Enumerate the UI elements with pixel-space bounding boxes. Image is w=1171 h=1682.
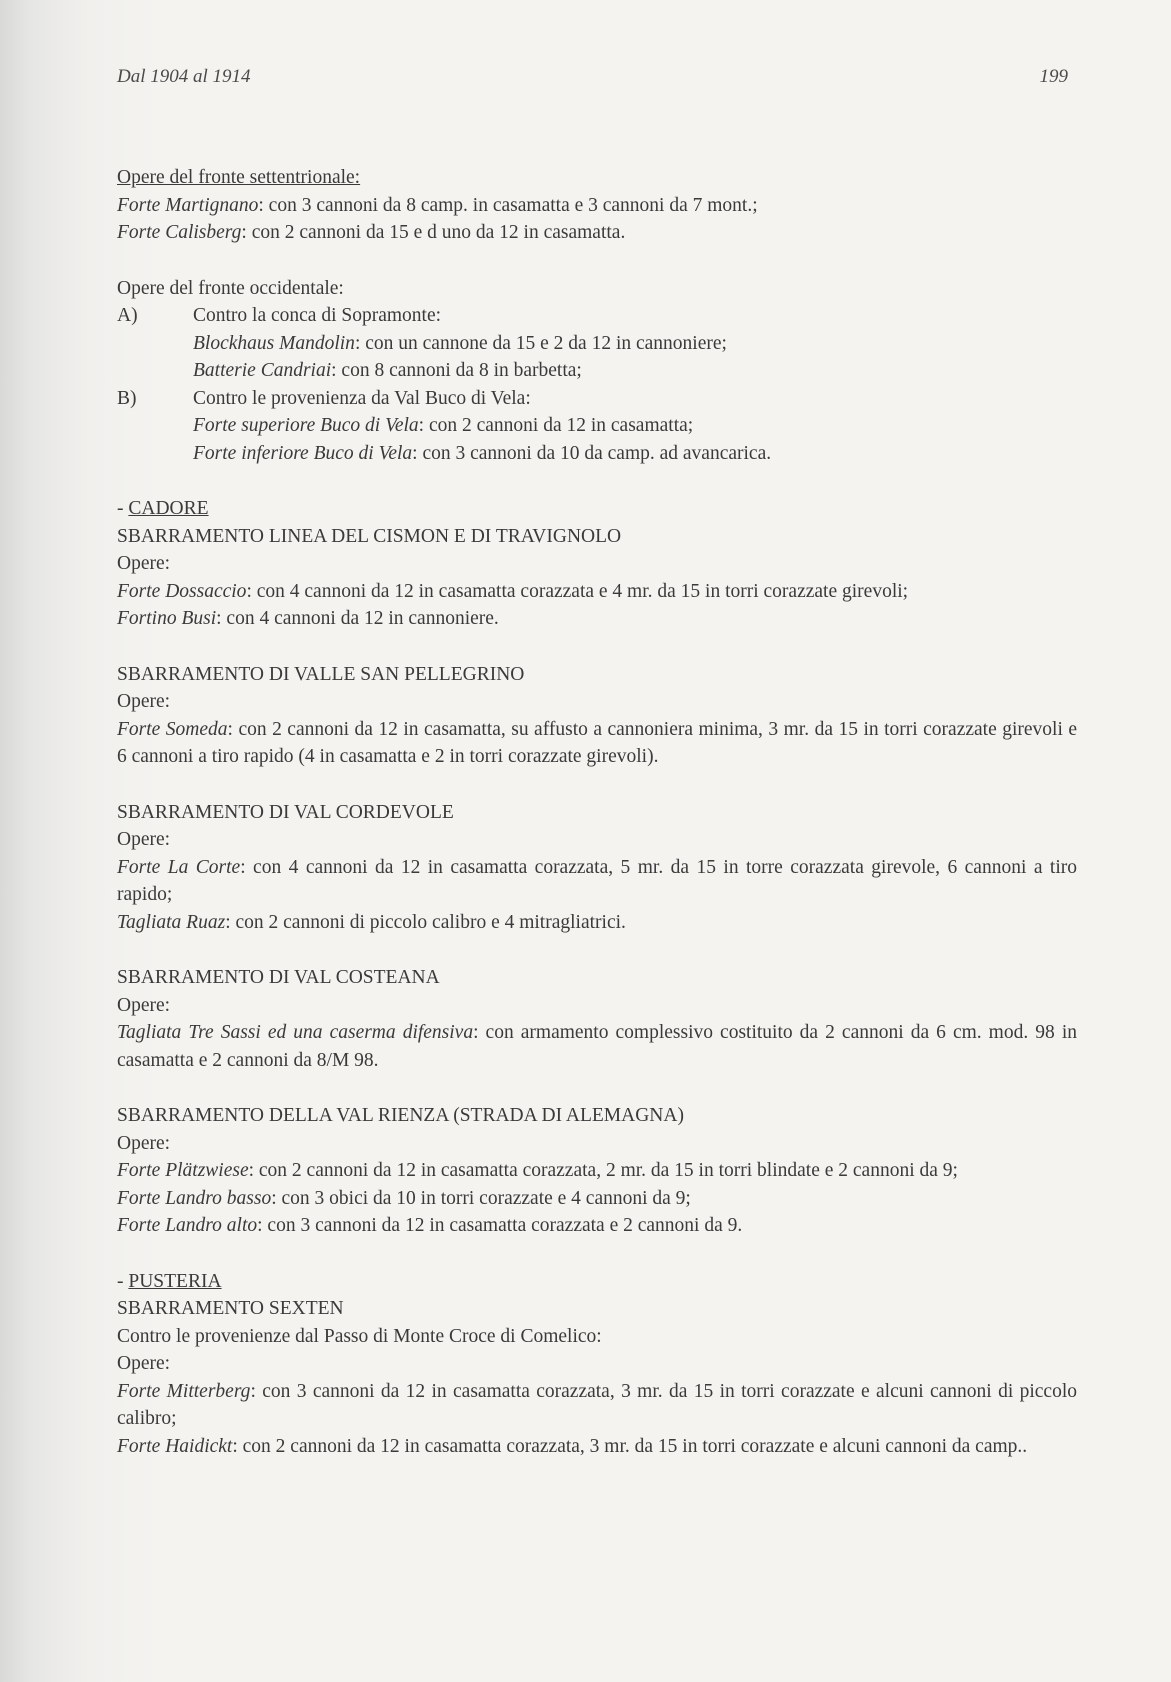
body-text bbox=[117, 164, 1077, 1460]
entry-forte-someda: Forte Someda: con 2 cannoni da 12 in casamatta, su affusto a cannoniera minima, 3 mr. da 15 in torri corazzate girevoli e 6 cannoni a tiro rapido (4 in casamatta e 2 in torri corazzate girevoli). bbox=[117, 718, 1077, 767]
page-number: 199 bbox=[1039, 66, 1068, 87]
entry-batterie-candriai: Batterie Candriai: con 8 cannoni da 8 in barbetta; bbox=[193, 360, 582, 381]
opere-label: Opere: bbox=[117, 1353, 171, 1374]
entry-tagliata-ruaz: Tagliata Ruaz: con 2 cannoni di piccolo calibro e 4 mitragliatrici. bbox=[117, 911, 626, 933]
opere-label: Opere: bbox=[117, 829, 171, 850]
entry-forte-martignano: Forte Martignano: con 3 cannoni da 8 camp. in casamatta e 3 cannoni da 7 mont.; bbox=[117, 194, 758, 216]
entry-forte-platzwiese: Forte Plätzwiese: con 2 cannoni da 12 in casamatta corazzata, 2 mr. da 15 in torri blindate e 2 cannoni da 9; bbox=[117, 1160, 958, 1181]
entry-forte-landro-alto: Forte Landro alto: con 3 cannoni da 12 in casamatta corazzata e 2 cannoni da 9. bbox=[117, 1215, 743, 1236]
opere-label: Opere: bbox=[117, 994, 171, 1016]
opere-label: Opere: bbox=[117, 553, 171, 574]
section-heading-nord: Opere del fronte settentrionale: bbox=[117, 167, 361, 188]
entry-blockhaus-mandolin: Blockhaus Mandolin: con un cannone da 15 e 2 da 12 in cannoniere; bbox=[193, 332, 727, 354]
opere-label: Opere: bbox=[117, 1132, 171, 1154]
section-title-rienza: SBARRAMENTO DELLA VAL RIENZA (STRADA DI ALEMAGNA) bbox=[117, 1105, 684, 1126]
entry-forte-landro-basso: Forte Landro basso: con 3 obici da 10 in torri corazzate e 4 cannoni da 9; bbox=[117, 1187, 691, 1209]
section-intro-sexten: Contro le provenienze dal Passo di Monte Croce di Comelico: bbox=[117, 1325, 602, 1347]
entry-forte-calisberg: Forte Calisberg: con 2 cannoni da 15 e d uno da 12 in casamatta. bbox=[117, 222, 626, 243]
entry-forte-la-corte: Forte La Corte: con 4 cannoni da 12 in casamatta corazzata, 5 mr. da 15 in torre corazzata girevole, 6 cannoni a tiro rapido; bbox=[117, 856, 1077, 905]
section-title-costeana: SBARRAMENTO DI VAL COSTEANA bbox=[117, 967, 440, 988]
entry-tagliata-tre-sassi: Tagliata Tre Sassi ed una caserma difensiva: con armamento complessivo costituito da 2 cannoni da 6 cm. mod. 98 in casamatta e 2 cannoni da 8/M 98. bbox=[117, 1022, 1077, 1071]
section-title-pellegrino: SBARRAMENTO DI VALLE SAN PELLEGRINO bbox=[117, 663, 525, 685]
running-title: Dal 1904 al 1914 bbox=[117, 66, 251, 87]
entry-forte-dossaccio: Forte Dossaccio: con 4 cannoni da 12 in casamatta corazzata e 4 mr. da 15 in torri corazzate girevoli; bbox=[117, 580, 909, 602]
entry-forte-mitterberg: Forte Mitterberg: con 3 cannoni da 12 in casamatta corazzata, 3 mr. da 15 in torri corazzate e alcuni cannoni di piccolo calibro; bbox=[117, 1380, 1077, 1429]
section-heading-ovest: Opere del fronte occidentale: bbox=[117, 277, 344, 299]
opere-label: Opere: bbox=[117, 691, 171, 712]
entry-forte-inferiore-buco-di-vela: Forte inferiore Buco di Vela: con 3 cannoni da 10 da camp. ad avancarica. bbox=[193, 442, 772, 464]
entry-fortino-busi: Fortino Busi: con 4 cannoni da 12 in cannoniere. bbox=[117, 608, 499, 629]
list-item-b: B) Contro le provenienza da Val Buco di Vela: bbox=[117, 387, 531, 409]
section-title-sexten: SBARRAMENTO SEXTEN bbox=[117, 1298, 344, 1319]
section-title-cordevole: SBARRAMENTO DI VAL CORDEVOLE bbox=[117, 801, 454, 823]
running-head bbox=[117, 66, 1068, 88]
entry-forte-superiore-buco-di-vela: Forte superiore Buco di Vela: con 2 cannoni da 12 in casamatta; bbox=[193, 415, 694, 436]
region-heading-pusteria: - PUSTERIA bbox=[117, 1270, 222, 1292]
entry-forte-haidickt: Forte Haidickt: con 2 cannoni da 12 in casamatta corazzata, 3 mr. da 15 in torri corazzate e alcuni cannoni da camp.. bbox=[117, 1435, 1028, 1457]
list-item-a: A) Contro la conca di Sopramonte: bbox=[117, 305, 442, 326]
section-title-cismon: SBARRAMENTO LINEA DEL CISMON E DI TRAVIGNOLO bbox=[117, 525, 622, 547]
region-heading-cadore: - CADORE bbox=[117, 498, 209, 519]
